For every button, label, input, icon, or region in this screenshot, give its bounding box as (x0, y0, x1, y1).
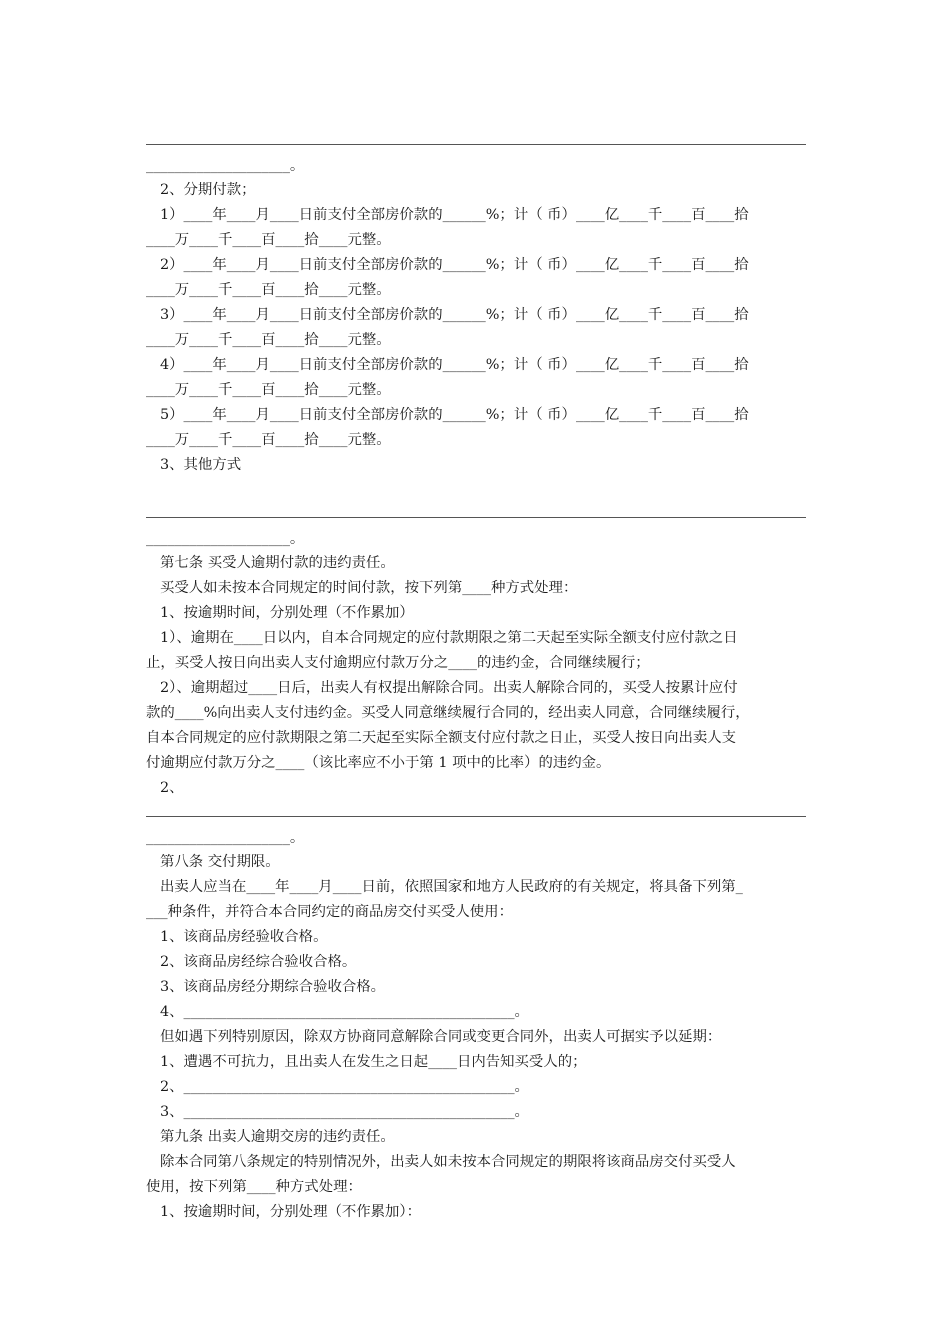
article-8-delay-1: 1、遭遇不可抗力，且出卖人在发生之日起____日内告知买受人的； (160, 1054, 587, 1070)
article-8-intro-cont: ___种条件，并符合本合同约定的商品房交付买受人使用： (146, 904, 513, 920)
article-7-item-1: 1、按逾期时间，分别处理（不作累加） (160, 605, 414, 621)
installment-4: 4）____年____月____日前支付全部房价款的______%；计（ 币）____亿____千____百____拾 (160, 357, 749, 373)
article-9-item-1: 1、按逾期时间，分别处理（不作累加）： (160, 1204, 421, 1220)
article-7-item-1-1: 1）、逾期在____日以内，自本合同规定的应付款期限之第二天起至实际全额支付应付款之日 (160, 630, 738, 646)
article-8-delay-2: 2、______________________________________________。 (160, 1079, 529, 1095)
installment-4-amount: ____万____千____百____拾____元整。 (146, 382, 391, 398)
article-9-intro: 除本合同第八条规定的特别情况外，出卖人如未按本合同规定的期限将该商品房交付买受人 (160, 1154, 736, 1170)
article-7-intro: 买受人如未按本合同规定的时间付款，按下列第____种方式处理： (160, 580, 578, 596)
blank-end-line: ____________________。 (146, 158, 305, 174)
blank-end-line: ____________________。 (146, 531, 305, 547)
installment-3-amount: ____万____千____百____拾____元整。 (146, 332, 391, 348)
installment-1: 1）____年____月____日前支付全部房价款的______%；计（ 币）____亿____千____百____拾 (160, 207, 749, 223)
article-8-delay-intro: 但如遇下列特别原因，除双方协商同意解除合同或变更合同外，出卖人可据实予以延期： (160, 1029, 722, 1045)
installment-5: 5）____年____月____日前支付全部房价款的______%；计（ 币）____亿____千____百____拾 (160, 407, 749, 423)
article-8-item-2: 2、该商品房经综合验收合格。 (160, 954, 357, 970)
article-8-item-1: 1、该商品房经验收合格。 (160, 929, 328, 945)
article-7-item-2: 2、 (160, 780, 184, 796)
article-8-title: 第八条 交付期限。 (160, 854, 280, 870)
installment-2: 2）____年____月____日前支付全部房价款的______%；计（ 币）____亿____千____百____拾 (160, 257, 749, 273)
article-8-item-4: 4、______________________________________________。 (160, 1004, 529, 1020)
article-7-item-1-2-cont: 款的____%向出卖人支付违约金。买受人同意继续履行合同的，经出卖人同意，合同继续履行， (146, 705, 750, 721)
article-7-item-1-1-cont: 止，买受人按日向出卖人支付逾期应付款万分之____的违约金，合同继续履行； (146, 655, 650, 671)
blank-end-line: ____________________。 (146, 830, 305, 846)
article-9-title: 第九条 出卖人逾期交房的违约责任。 (160, 1129, 395, 1145)
article-8-delay-3: 3、______________________________________________。 (160, 1104, 529, 1120)
article-8-intro: 出卖人应当在____年____月____日前，依照国家和地方人民政府的有关规定，将具备下列第_ (160, 879, 743, 895)
installment-1-amount: ____万____千____百____拾____元整。 (146, 232, 391, 248)
installment-2-amount: ____万____千____百____拾____元整。 (146, 282, 391, 298)
blank-fill-line (146, 816, 806, 817)
other-method-heading: 3、其他方式 (160, 457, 242, 473)
article-7-item-1-2-cont: 自本合同规定的应付款期限之第二天起至实际全额支付应付款之日止，买受人按日向出卖人支 (146, 730, 737, 746)
article-9-intro-cont: 使用，按下列第____种方式处理： (146, 1179, 362, 1195)
blank-fill-line (146, 144, 806, 145)
installment-heading: 2、分期付款； (160, 182, 256, 198)
article-7-item-1-2: 2）、逾期超过____日后，出卖人有权提出解除合同。出卖人解除合同的，买受人按累计应付 (160, 680, 738, 696)
installment-3: 3）____年____月____日前支付全部房价款的______%；计（ 币）____亿____千____百____拾 (160, 307, 749, 323)
installment-5-amount: ____万____千____百____拾____元整。 (146, 432, 391, 448)
article-7-item-1-2-cont: 付逾期应付款万分之____（该比率应不小于第 1 项中的比率）的违约金。 (146, 755, 611, 771)
article-7-title: 第七条 买受人逾期付款的违约责任。 (160, 555, 395, 571)
blank-fill-line (146, 517, 806, 518)
article-8-item-3: 3、该商品房经分期综合验收合格。 (160, 979, 386, 995)
